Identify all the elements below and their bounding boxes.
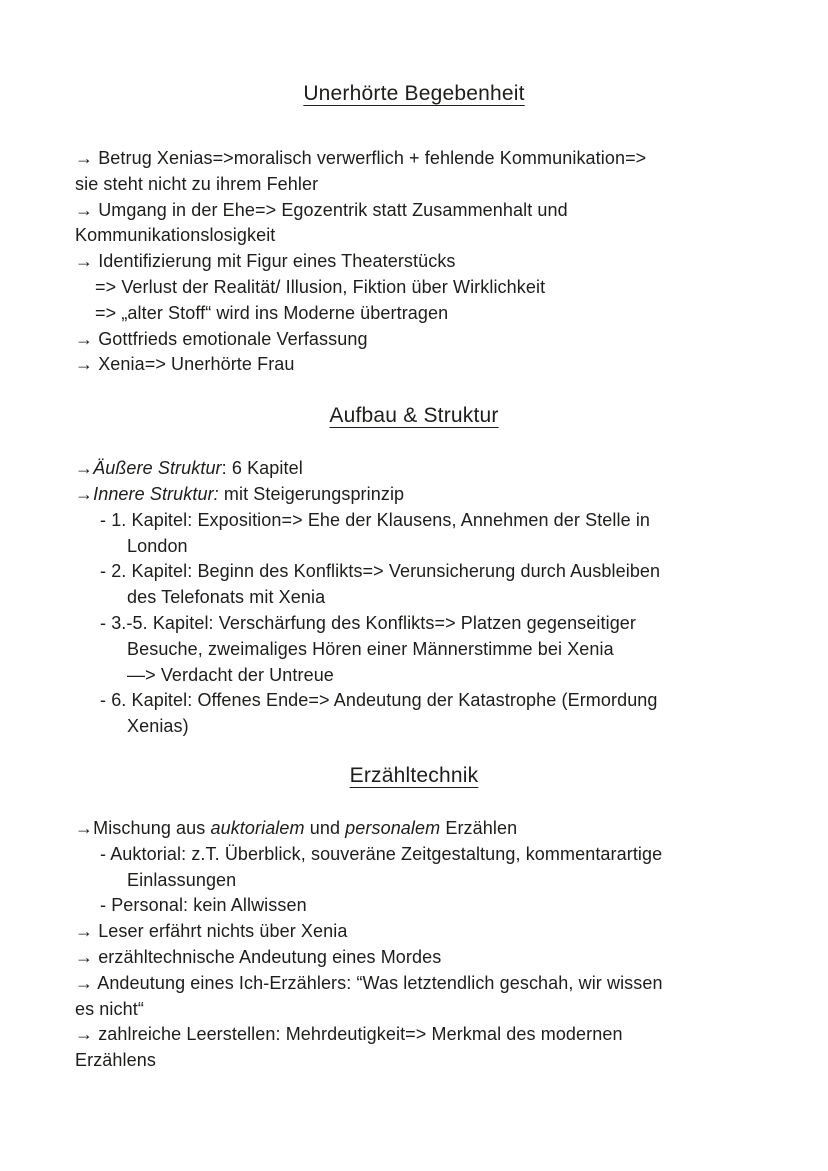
note-continuation-line: London <box>127 535 188 556</box>
note-segment-italic: personalem <box>345 817 441 838</box>
note-subline: => Verlust der Realität/ Illusion, Fiktion über Wirklichkeit <box>95 276 546 297</box>
note-line: → Gottfrieds emotionale Verfassung <box>75 328 368 349</box>
note-continuation-line: Einlassungen <box>127 869 237 890</box>
note-segment: → <box>75 458 94 479</box>
note-line: → Umgang in der Ehe=> Egozentrik statt Zusammenhalt und <box>75 199 568 220</box>
section-erzaehltechnik <box>0 816 828 1074</box>
note-dash-line: - 1. Kapitel: Exposition=> Ehe der Klausens, Annehmen der Stelle in <box>100 509 651 530</box>
note-line <box>75 456 788 482</box>
note-dash-line: - 6. Kapitel: Offenes Ende=> Andeutung der Katastrophe (Ermordung <box>100 690 658 711</box>
note-segment: und <box>304 817 346 838</box>
note-line: es nicht“ <box>75 998 144 1019</box>
note-segment: →Mischung aus <box>75 817 211 838</box>
note-line <box>75 816 788 842</box>
note-continuation-line: Xenias) <box>127 716 189 737</box>
section-unerhoerte-begebenheit <box>0 146 828 378</box>
section-aufbau-struktur <box>0 456 828 740</box>
note-line: → zahlreiche Leerstellen: Mehrdeutigkeit=> Merkmal des modernen <box>75 1024 623 1045</box>
section-heading-unerhoerte-begebenheit <box>0 80 828 108</box>
section-heading-aufbau-struktur <box>0 402 828 430</box>
heading-text: Unerhörte Begebenheit <box>303 82 525 105</box>
note-dash-line: - Personal: kein Allwissen <box>100 895 307 916</box>
note-dash-line: - Auktorial: z.T. Überblick, souveräne Zeitgestaltung, kommentarartige <box>100 843 663 864</box>
note-line: → Identifizierung mit Figur eines Theaterstücks <box>75 251 456 272</box>
note-segment: mit Steigerungsprinzip <box>218 483 405 504</box>
note-dash-line: - 3.-5. Kapitel: Verschärfung des Konflikts=> Platzen gegenseitiger <box>100 612 637 633</box>
note-line: Erzählens <box>75 1050 156 1071</box>
note-line: → Leser erfährt nichts über Xenia <box>75 921 348 942</box>
note-subline: => „alter Stoff“ wird ins Moderne übertragen <box>95 302 449 323</box>
section-heading-erzaehltechnik <box>0 762 828 790</box>
note-line: → Xenia=> Unerhörte Frau <box>75 354 295 375</box>
note-line: sie steht nicht zu ihrem Fehler <box>75 173 319 194</box>
note-line: Kommunikationslosigkeit <box>75 225 276 246</box>
heading-text: Aufbau & Struktur <box>329 404 499 428</box>
note-continuation-line: des Telefonats mit Xenia <box>127 587 326 608</box>
note-line <box>75 482 788 508</box>
note-continuation-line: Besuche, zweimaliges Hören einer Männerstimme bei Xenia <box>127 638 614 659</box>
note-segment-italic: Äußere Struktur <box>93 458 222 479</box>
note-line: → erzähltechnische Andeutung eines Mordes <box>75 946 442 967</box>
note-subline: —> Verdacht der Untreue <box>127 664 334 685</box>
note-line: → Andeutung eines Ich-Erzählers: “Was letztendlich geschah, wir wissen <box>75 972 663 993</box>
note-dash-line: - 2. Kapitel: Beginn des Konflikts=> Verunsicherung durch Ausbleiben <box>100 561 661 582</box>
note-segment-italic: Innere Struktur: <box>93 483 219 504</box>
note-segment-italic: auktorialem <box>210 817 305 838</box>
note-segment: → <box>75 483 94 504</box>
note-segment: : 6 Kapitel <box>221 458 303 479</box>
note-line: → Betrug Xenias=>moralisch verwerflich + fehlende Kommunikation=> <box>75 148 647 168</box>
heading-text: Erzähltechnik <box>349 763 479 787</box>
note-segment: Erzählen <box>440 817 518 838</box>
